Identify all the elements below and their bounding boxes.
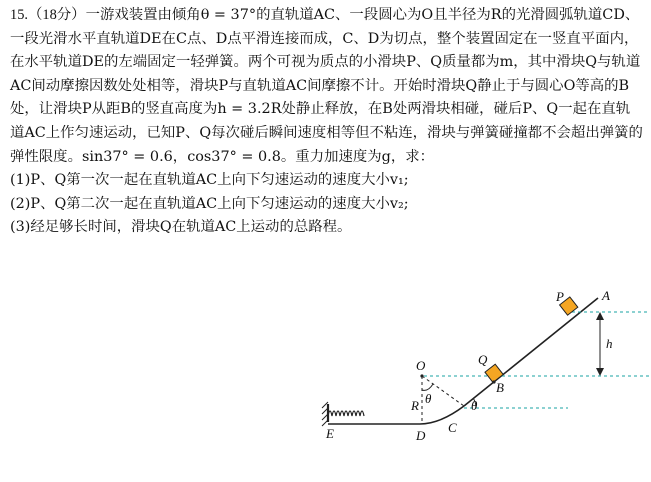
question-2: (2)P、Q第二次一起在直轨道AC上向下匀速运动的速度大小v₂; [10, 195, 409, 212]
track-diagram [318, 290, 651, 482]
label-p: P [556, 290, 564, 304]
label-theta-c: θ [471, 398, 478, 413]
label-o: O [416, 358, 426, 373]
theta-arc-o [422, 384, 433, 390]
h-arrow-top [596, 312, 604, 320]
question-3: (3)经足够长时间，滑块Q在轨道AC上运动的总路程。 [10, 219, 352, 236]
label-e: E [326, 426, 334, 441]
label-d: D [416, 428, 426, 443]
h-arrow-bottom [596, 368, 604, 376]
spring [328, 411, 364, 416]
track-arc-cd [420, 406, 464, 424]
problem-statement: 15.（18分）一游戏装置由倾角θ = 37°的直轨道AC、一段圆心为O且半径为R的光滑圆弧轨道CD、一段光滑水平直轨道DE在C点、D点平滑连接而成，C、D为切点，整个装置固定在一竖直平面内，在水平轨道DE的左端固定一轻弹簧。两个可视为质点的小滑块P、Q质量都为m，其中滑块Q与轨道AC间动摩擦因数处处相等，滑块P与直轨道AC间摩擦不计。开始时滑块Q静止于与圆心O等高的B处，让滑块P从距B的竖直高度为h = 3.2R处静止释放，在B处两滑块相碰，碰后P、Q一起在直轨道AC上作匀速运动，已知P、Q每次碰后瞬间速度相等但不粘连，滑块与弹簧碰撞都不会超出弹簧的弹性限度。sin37° = 0.6，cos37° = 0.8。重力加速度为g，求： [10, 7, 643, 165]
question-1: (1)P、Q第一次一起在直轨道AC上向下匀速运动的速度大小v₁; [10, 172, 409, 189]
label-h: h [606, 336, 613, 351]
label-c: C [448, 420, 457, 435]
label-r: R [411, 398, 419, 413]
label-b: B [496, 380, 504, 395]
label-q: Q [478, 352, 488, 367]
label-a: A [602, 290, 610, 303]
problem-header: 15.（18分） [10, 7, 86, 23]
label-theta-o: θ [425, 391, 432, 406]
track-diagram-svg [318, 290, 651, 482]
problem-text [10, 4, 644, 240]
point-o [420, 374, 423, 377]
